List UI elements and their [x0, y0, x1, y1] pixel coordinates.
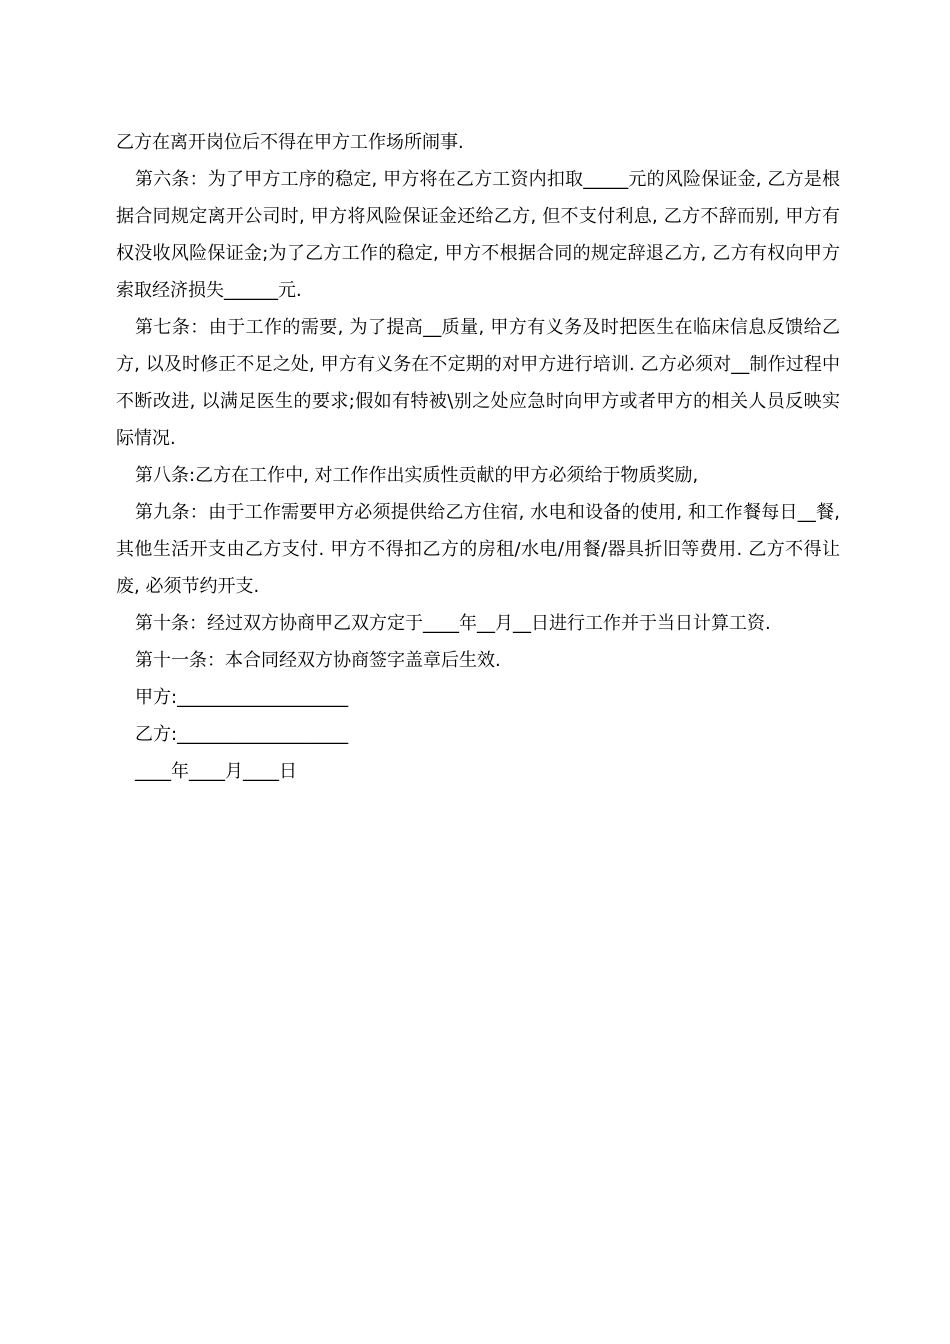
paragraph-article-11: 第十一条：本合同经双方协商签字盖章后生效.	[135, 650, 501, 671]
document-page	[116, 124, 840, 790]
paragraph-article-8: 第八条:乙方在工作中, 对工作作出实质性贡献的甲方必须给于物质奖励,	[135, 465, 699, 486]
paragraph-article-6: 第六条：为了甲方工序的稳定, 甲方将在乙方工资内扣取_____元的风险保证金, 乙方是根据合同规定离开公司时, 甲方将风险保证金还给乙方, 但不支付利息, 乙方不辞而别, 甲方有权没收风险保证金;为了乙方工作的稳定, 甲方不根据合同的规定辞退乙方, 乙方有权向甲方索取经济损失______元.	[116, 169, 840, 301]
signature-date: ____年____月____日	[135, 761, 297, 782]
signature-party-a: 甲方:___________________	[135, 687, 349, 708]
paragraph-article-9: 第九条：由于工作需要甲方必须提供给乙方住宿, 水电和设备的使用, 和工作餐每日__餐, 其他生活开支由乙方支付. 甲方不得扣乙方的房租/水电/用餐/器具折旧等费用. 乙方不得让废, 必须节约开支.	[116, 502, 840, 597]
paragraph-article-10: 第十条：经过双方协商甲乙双方定于____年__月__日进行工作并于当日计算工资.	[135, 613, 771, 634]
paragraph-article-7: 第七条：由于工作的需要, 为了提高__质量, 甲方有义务及时把医生在临床信息反馈给乙方, 以及时修正不足之处, 甲方有义务在不定期的对甲方进行培训. 乙方必须对__制作过程中不断改进, 以满足医生的要求;假如有特被\别之处应急时向甲方或者甲方的相关人员反映实际情况.	[116, 317, 840, 449]
signature-party-b: 乙方:___________________	[135, 724, 349, 745]
paragraph-continuation: 乙方在离开岗位后不得在甲方工作场所闹事.	[116, 132, 464, 153]
